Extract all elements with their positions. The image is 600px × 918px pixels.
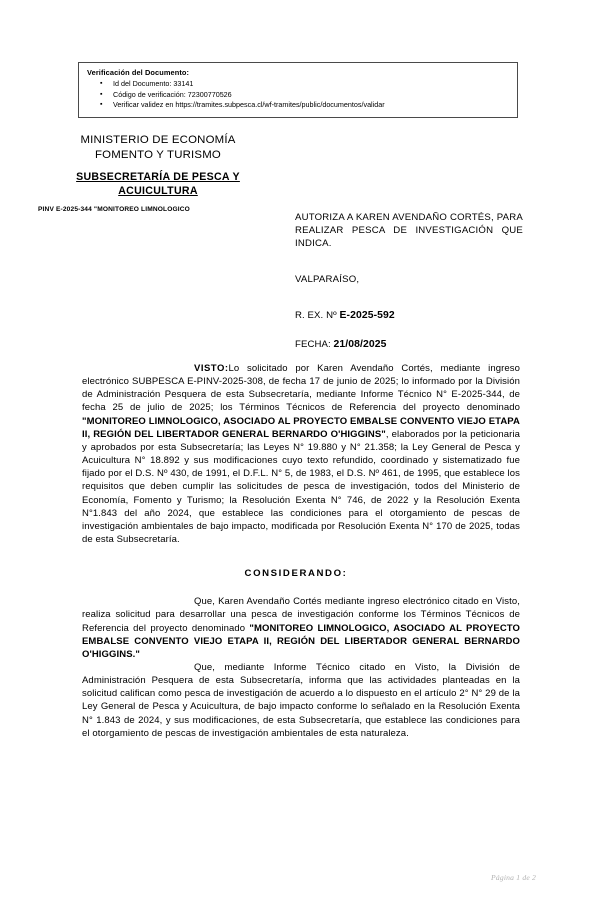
verification-document-id: Id del Documento: 33141 xyxy=(113,79,194,88)
list-item xyxy=(87,100,513,111)
bullet-icon: ▪ xyxy=(100,90,103,98)
verification-box xyxy=(78,62,518,118)
list-item xyxy=(87,90,513,101)
visto-text-part-2: , elaborados por la peticionaria y aprobados por esta Subsecretaría; las Leyes N° 19.880 y N° 21.358; la Ley General de Pesca y Acuicultura N° 18.892 y sus modificaciones cuyo texto refundido, coordinado y sistematizado fue fijado por el D.S. Nº 430, de 1991, el D.F.L. N° 5, de 1983, el D.S. Nº 461, de 1995, que establece los requisitos que deben cumplir las solicitudes de pesca de investigación, todos del Ministerio de Economía, Fomento y Turismo; la Resolución Exenta N° 746, de 2022 y la Resolución Exenta N°1.843 del año 2024, que establece las condiciones para el otorgamiento de pescas de investigación ambientales de bajo impacto, modificada por Resolución Exenta N° 170 de 2025, todas de esta Subsecretaría. xyxy=(82,428,520,546)
verification-list xyxy=(87,79,513,111)
resolution-meta-block xyxy=(295,211,523,350)
date-value: 21/08/2025 xyxy=(333,338,387,350)
resolution-line xyxy=(295,310,523,321)
date-label: FECHA: xyxy=(295,338,331,350)
pinv-reference: PINV E-2025-344 "MONITOREO LIMNOLOGICO xyxy=(38,206,190,213)
considerando-1-text: Que, Karen Avendaño Cortés mediante ingreso electrónico citado en Visto, realiza solicitud para desarrollar una pesca de investigación conforme los Términos Técnicos de Referencia del proyecto denominado xyxy=(82,596,520,634)
institutional-header xyxy=(36,133,280,213)
project-name: "MONITOREO LIMNOLOGICO, ASOCIADO AL PROYECTO EMBALSE CONVENTO VIEJO ETAPA II, REGIÓN DEL LIBERTADOR GENERAL BERNARDO O'HIGGINS." xyxy=(82,622,520,660)
verification-code: Código de verificación: 72300770526 xyxy=(113,89,232,99)
subsecretaria-line-2: ACUICULTURA xyxy=(118,184,198,197)
considerando-2-text: Que, mediante Informe Técnico citado en Visto, la División de Administración Pesquera de esta Subsecretaría, informa que las actividades planteadas en la solicitud califican como pesca de investigación de acuerdo a lo dispuesto en el artículo 2° N° 29 de la Ley General de Pesca y Acuicultura, de bajo impacto conforme lo señalado en la Resolución Exenta N° 1.843 de 2024, y sus modificaciones, de esta Subsecretaría, que establece las condiciones para el otorgamiento de pescas de investigación ambientales de esta naturaleza. xyxy=(82,661,520,739)
bullet-icon: ▪ xyxy=(100,80,103,87)
date-line xyxy=(295,339,523,350)
bullet-icon: ▪ xyxy=(100,101,103,108)
page-footer xyxy=(0,873,600,882)
page-number-label: Página 1 de 2 xyxy=(491,873,536,882)
page-title: AUTORIZA A KAREN AVENDAÑO CORTÉS, PARA REALIZAR PESCA DE INVESTIGACIÓN QUE INDICA. xyxy=(295,212,523,250)
resolution-number: E-2025-592 xyxy=(339,309,395,321)
subsecretaria-line-1: SUBSECRETARÍA DE PESCA Y xyxy=(76,171,240,183)
resolution-label: R. EX. Nº xyxy=(295,309,337,321)
visto-text-part-1: Lo solicitado por Karen Avendaño Cortés, mediante ingreso electrónico SUBPESCA E-PINV-2025-308, de fecha 17 de junio de 2025; lo informado por la División de Administración Pesquera de esta Subsecretaría, mediante Informe Técnico N° E-2025-344, de fecha 25 de julio de 2025; los Términos Técnicos de Referencia del proyecto denominado xyxy=(82,363,520,414)
ministry-line-1: MINISTERIO DE ECONOMÍA xyxy=(80,134,236,146)
visto-paragraph xyxy=(82,362,520,546)
ministry-line-2: FOMENTO Y TURISMO xyxy=(95,148,221,161)
visto-label: VISTO: xyxy=(194,363,229,374)
place-line: VALPARAÍSO, xyxy=(295,273,360,285)
verification-url[interactable]: Verificar validez en https://tramites.subpesca.cl/wf-tramites/public/documentos/validar xyxy=(113,100,385,109)
list-item xyxy=(87,79,513,90)
considerando-heading: CONSIDERANDO: xyxy=(244,568,348,580)
considerando-paragraph-2 xyxy=(82,661,520,740)
verification-title: Verificación del Documento: xyxy=(87,68,190,77)
project-name: "MONITOREO LIMNOLOGICO, ASOCIADO AL PROYECTO EMBALSE CONVENTO VIEJO ETAPA II, REGIÓN DEL LIBERTADOR GENERAL BERNARDO O'HIGGINS" xyxy=(82,415,520,440)
document-body xyxy=(82,362,520,740)
considerando-paragraph-1 xyxy=(82,595,520,661)
